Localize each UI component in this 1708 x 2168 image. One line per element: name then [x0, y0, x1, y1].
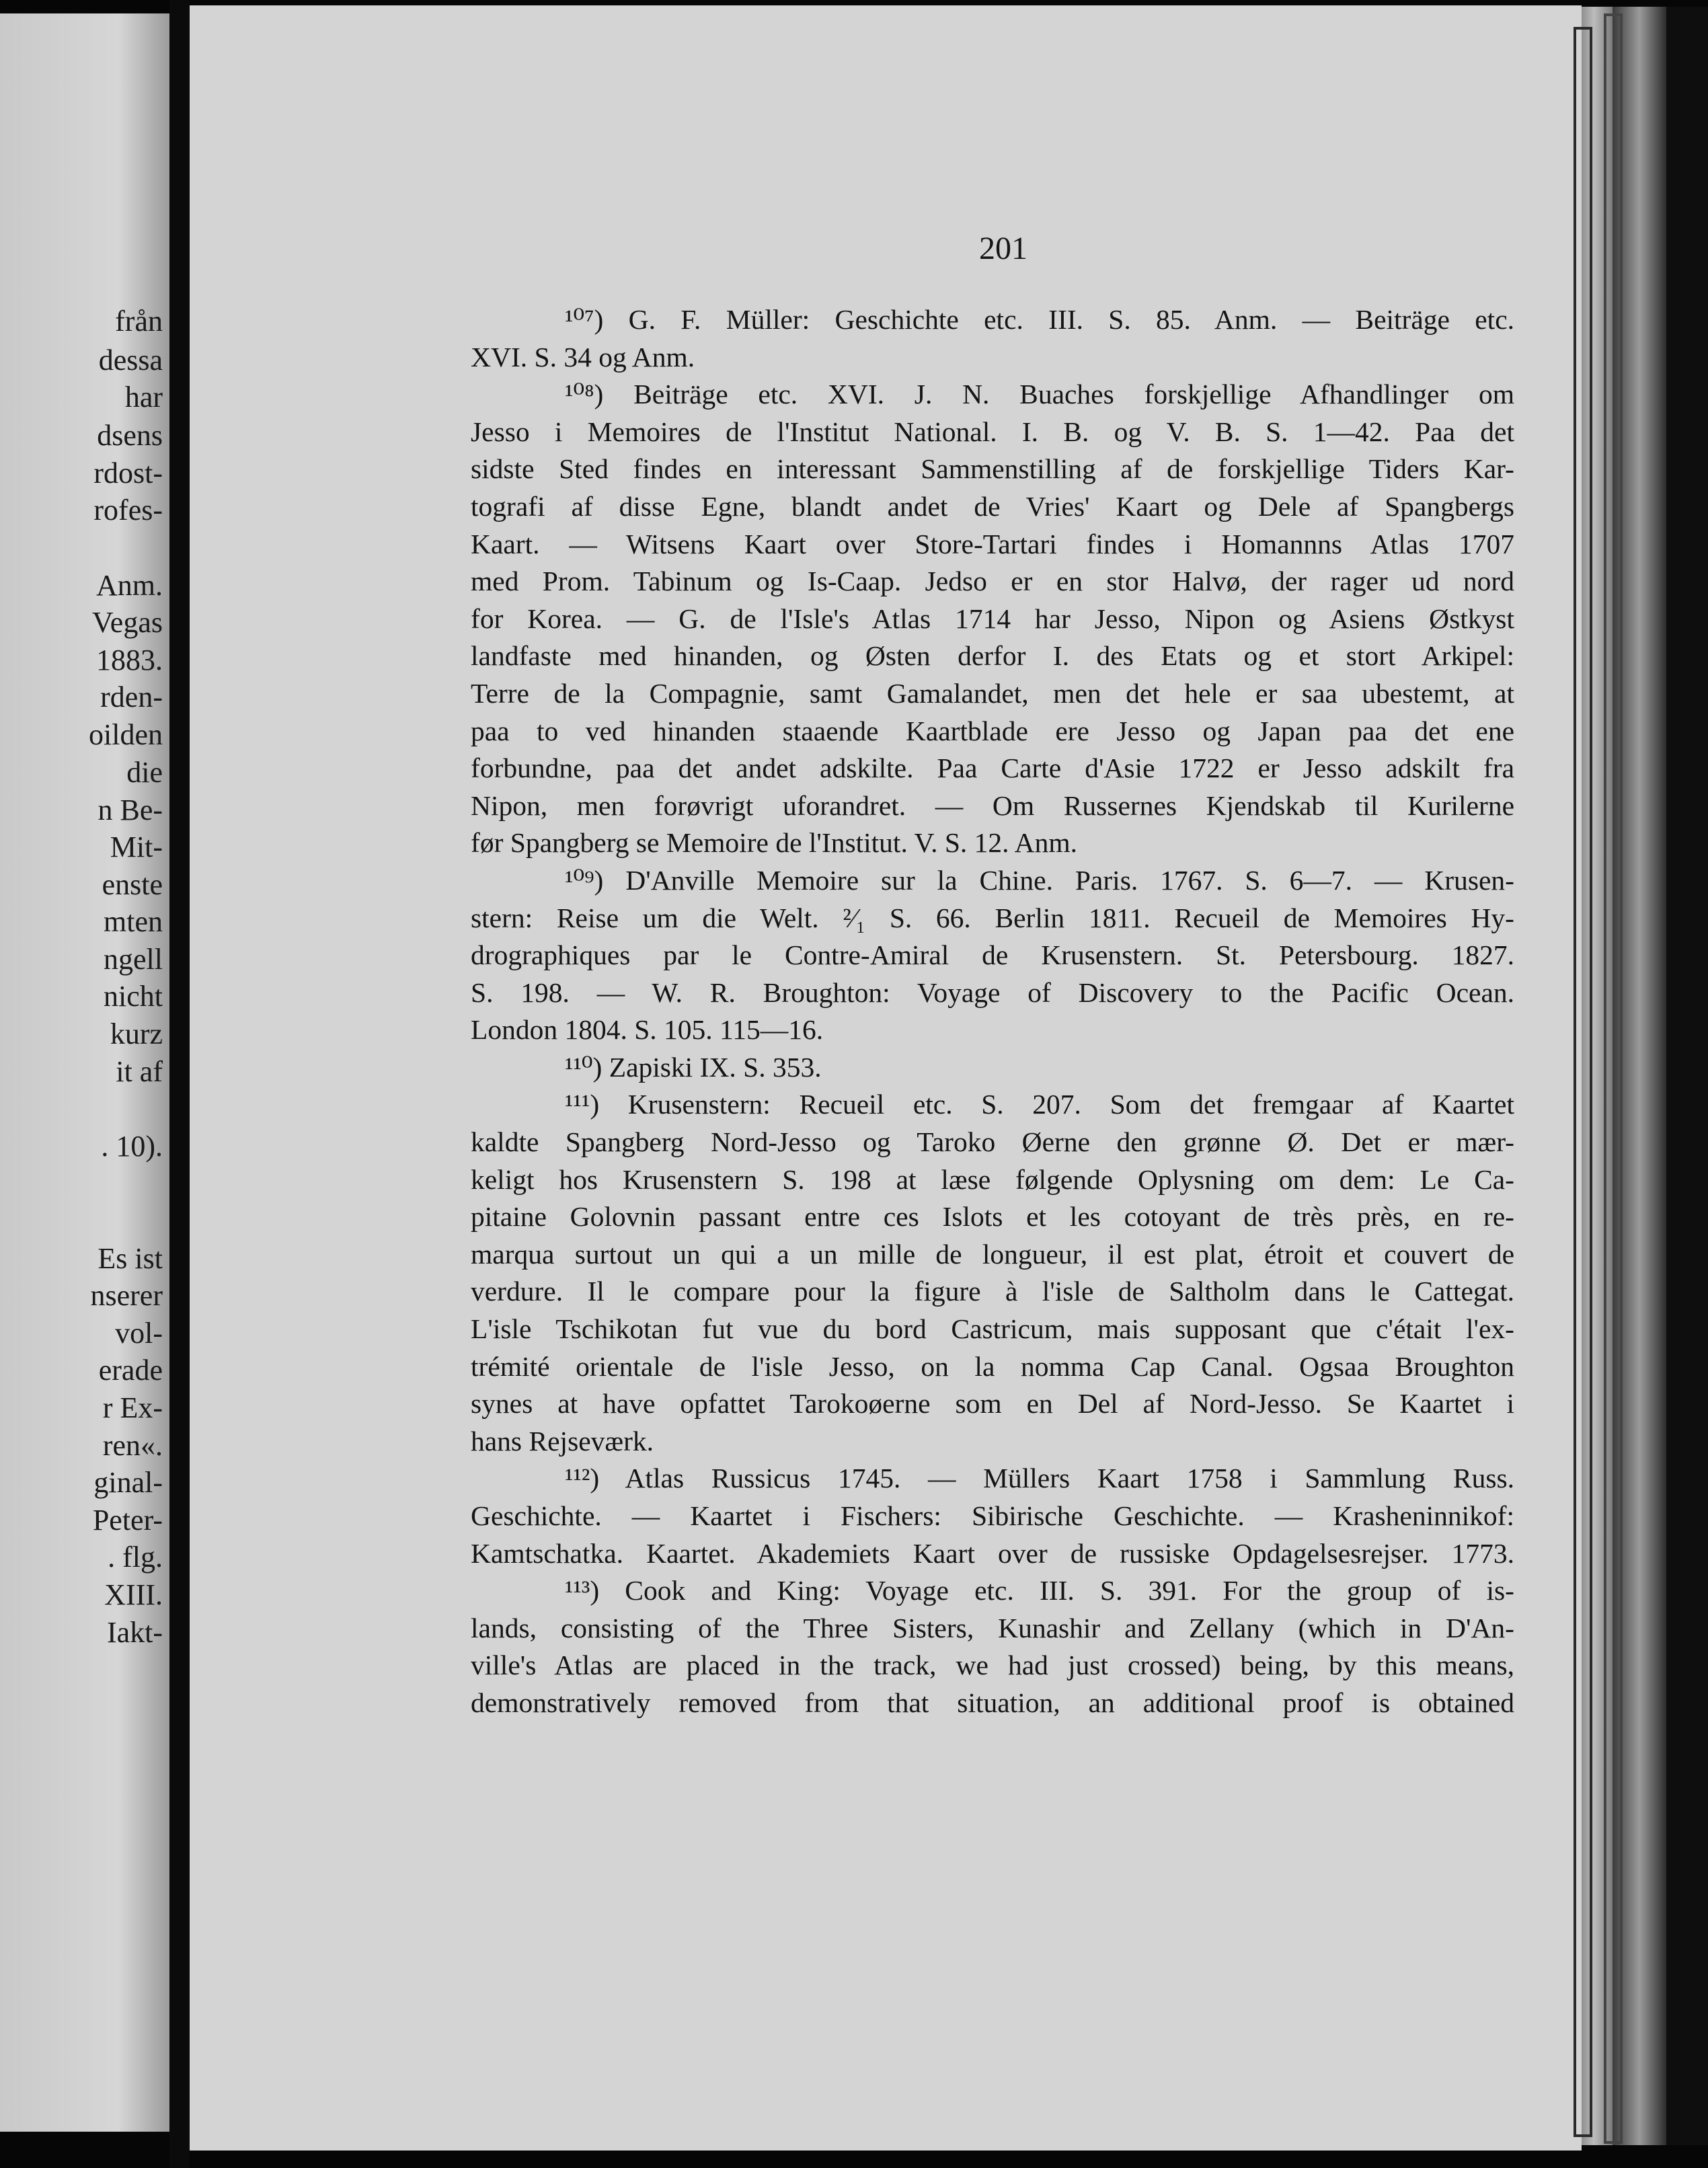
left-page-text-fragment: . 10).	[101, 1130, 163, 1163]
left-page-text-fragment: nserer	[90, 1279, 163, 1312]
text-line: Kaart. — Witsens Kaart over Store-Tartari findes i Homannns Atlas 1707	[471, 528, 1514, 559]
text-line: L'isle Tschikotan fut vue du bord Castricum, mais supposant que c'était l'ex-	[471, 1313, 1514, 1345]
text-line: Kamtschatka. Kaartet. Akademiets Kaart over de russiske Opdagelsesrejser. 1773.	[471, 1537, 1514, 1569]
text-line: drographiques par le Contre-Amiral de Krusenstern. St. Petersbourg. 1827.	[471, 939, 1514, 971]
text-line: ¹¹³) Cook and King: Voyage etc. III. S. 391. For the group of is-	[565, 1575, 1514, 1606]
left-page-text-fragment: Iakt-	[106, 1616, 163, 1649]
left-page-text-fragment: die	[126, 756, 163, 789]
page-border	[1574, 27, 1592, 2137]
text-line: ¹⁰⁸) Beiträge etc. XVI. J. N. Buaches forskjellige Afhandlinger om	[565, 379, 1514, 410]
text-line: pitaine Golovnin passant entre ces Islots et les cotoyant de très près, en re-	[471, 1201, 1514, 1233]
text-line: ville's Atlas are placed in the track, we had just crossed) being, by this means,	[471, 1650, 1514, 1681]
text-line: ¹⁰⁹) D'Anville Memoire sur la Chine. Paris. 1767. S. 6—7. — Krusen-	[565, 864, 1514, 896]
left-page-edge	[0, 13, 169, 2132]
text-line: Terre de la Compagnie, samt Gamalandet, men det hele er saa ubestemt, at	[471, 677, 1514, 709]
text-line: keligt hos Krusenstern S. 198 at læse følgende Oplysning om dem: Le Ca-	[471, 1163, 1514, 1195]
left-page-text-fragment: oilden	[89, 718, 163, 751]
page-number: 201	[979, 231, 1027, 266]
left-page-text-fragment: Anm.	[96, 569, 163, 602]
left-page-text-fragment: ngell	[104, 943, 163, 976]
left-page-text-fragment: Vegas	[91, 606, 163, 639]
text-line: marqua surtout un qui a un mille de longueur, il est plat, étroit et couvert de	[471, 1238, 1514, 1270]
left-page-text-fragment: vol-	[115, 1317, 163, 1350]
scan-background	[1666, 7, 1708, 2145]
text-line: Geschichte. — Kaartet i Fischers: Sibirische Geschichte. — Krasheninnikof:	[471, 1500, 1514, 1531]
left-page-text-fragment: it af	[116, 1055, 163, 1088]
text-line: for Korea. — G. de l'Isle's Atlas 1714 har Jesso, Nipon og Asiens Østkyst	[471, 603, 1514, 634]
text-line: tografi af disse Egne, blandt andet de Vries' Kaart og Dele af Spangbergs	[471, 490, 1514, 522]
text-line: London 1804. S. 105. 115—16.	[471, 1014, 824, 1046]
text-line: kaldte Spangberg Nord-Jesso og Taroko Øerne den grønne Ø. Det er mær-	[471, 1126, 1514, 1158]
left-page-text-fragment: 1883.	[96, 644, 163, 676]
left-page-text-fragment: rofes-	[93, 494, 163, 527]
left-page-text-fragment: erade	[98, 1354, 163, 1387]
left-page-text-fragment: Es ist	[98, 1242, 163, 1275]
left-page-text-fragment: enste	[102, 868, 163, 901]
left-page-text-fragment: . flg.	[108, 1541, 163, 1574]
left-page-text-fragment: dsens	[97, 419, 163, 452]
text-line: ¹⁰⁷) G. F. Müller: Geschichte etc. III. S. 85. Anm. — Beiträge etc.	[565, 304, 1514, 335]
text-line: landfaste med hinanden, og Østen derfor I. des Etats og et stort Arkipel:	[471, 640, 1514, 672]
text-line: verdure. Il le compare pour la figure à l'isle de Saltholm dans le Cattegat.	[471, 1276, 1514, 1307]
cover-border	[1604, 13, 1623, 2144]
text-line: hans Rejseværk.	[471, 1425, 654, 1457]
text-line: med Prom. Tabinum og Is-Caap. Jedso er en stor Halvø, der rager ud nord	[471, 566, 1514, 597]
text-line: trémité orientale de l'isle Jesso, on la nomma Cap Canal. Ogsaa Broughton	[471, 1350, 1514, 1382]
left-page-text-fragment: Mit-	[110, 830, 163, 863]
text-line: ¹¹¹) Krusenstern: Recueil etc. S. 207. Som det fremgaar af Kaartet	[565, 1089, 1514, 1120]
footnotes-text	[471, 301, 1514, 1722]
book-page	[190, 5, 1582, 2151]
left-page-text-fragment: kurz	[110, 1017, 163, 1050]
text-line: synes at have opfattet Tarokoøerne som en Del af Nord-Jesso. Se Kaartet i	[471, 1388, 1514, 1420]
text-line: Nipon, men forøvrigt uforandret. — Om Russernes Kjendskab til Kurilerne	[471, 789, 1514, 821]
text-line: forbundne, paa det andet adskilte. Paa Carte d'Asie 1722 er Jesso adskilt fra	[471, 752, 1514, 784]
text-line: paa to ved hinanden staaende Kaartblade ere Jesso og Japan paa det ene	[471, 715, 1514, 746]
text-line: S. 198. — W. R. Broughton: Voyage of Discovery to the Pacific Ocean.	[471, 976, 1514, 1008]
left-page-text-fragment: har	[124, 381, 163, 414]
text-line: XVI. S. 34 og Anm.	[471, 341, 695, 373]
left-page-text-fragment: ren«.	[102, 1429, 163, 1462]
text-line: Jesso i Memoires de l'Institut National. I. B. og V. B. S. 1—42. Paa det	[471, 416, 1514, 447]
left-page-text-fragment: ginal-	[93, 1466, 163, 1499]
left-page-text-fragment: dessa	[98, 344, 163, 377]
text-line: sidste Sted findes en interessant Sammenstilling af de forskjellige Tiders Kar-	[471, 453, 1514, 485]
left-page-text-fragment: rdost-	[93, 457, 163, 490]
text-line: før Spangberg se Memoire de l'Institut. V. S. 12. Anm.	[471, 827, 1077, 859]
left-page-text-fragment: rden-	[100, 681, 163, 713]
book-gutter	[169, 0, 190, 2168]
left-page-text-fragment: r Ex-	[102, 1391, 163, 1424]
left-page-text-fragment: mten	[104, 905, 163, 938]
text-line: lands, consisting of the Three Sisters, Kunashir and Zellany (which in D'An-	[471, 1612, 1514, 1643]
left-page-text-fragment: n Be-	[98, 793, 163, 826]
text-line: stern: Reise um die Welt. ²⁄₁ S. 66. Berlin 1811. Recueil de Memoires Hy-	[471, 902, 1514, 933]
left-page-text-fragment: XIII.	[104, 1578, 163, 1611]
text-line: demonstratively removed from that situation, an additional proof is obtained	[471, 1687, 1514, 1718]
left-page-text-fragment: nicht	[104, 980, 163, 1013]
left-page-text-fragment: Peter-	[92, 1504, 163, 1537]
text-line: ¹¹²) Atlas Russicus 1745. — Müllers Kaart 1758 i Sammlung Russ.	[565, 1463, 1514, 1494]
left-page-text-fragment: från	[115, 305, 163, 338]
text-line: ¹¹⁰) Zapiski IX. S. 353.	[565, 1051, 822, 1083]
